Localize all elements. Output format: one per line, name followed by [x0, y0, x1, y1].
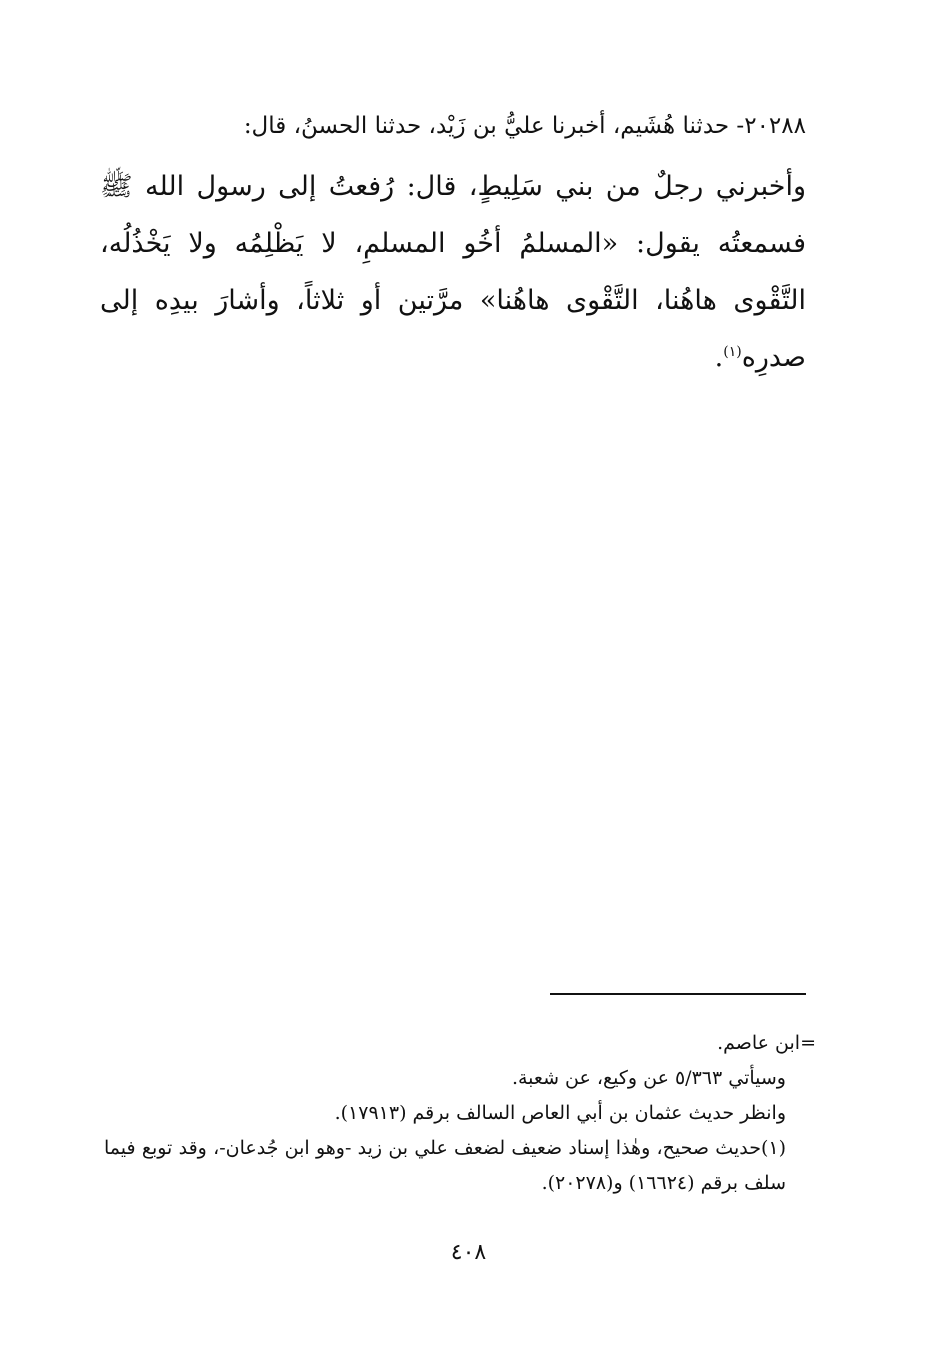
- footnote-line: وسيأتي ٥/٣٦٣ عن وكيع، عن شعبة.: [511, 1067, 786, 1089]
- hadith-body-text: وأخبرني رجلٌ من بني سَلِيطٍ، قال: رُفعتُ إلى رسول الله ﷺ فسمعتُه يقول: «المسلمُ أخُو المسلمِ، لا يَظْلِمُه ولا يَخْذُلُه، التَّقْوى هاهُنا، التَّقْوى هاهُنا» مرَّتين أو ثلاثاً، وأشارَ بيدِه إلى صدرِه: [100, 171, 806, 373]
- hadith-heading: ٢٠٢٨٨- حدثنا هُشَيم، أخبرنا عليُّ بن زَيْد، حدثنا الحسنُ، قال:: [243, 113, 806, 139]
- footnote-1: (١)حديث صحيح، وهٰذا إسناد ضعيف لضعف علي بن زيد -وهو ابن جُدعان-، وقد توبع فيما سلف برقم (١٦٦٢٤) و(٢٠٢٧٨).: [104, 1137, 786, 1194]
- hadith-text: [100, 106, 806, 386]
- footnote-continuation: =ابن عاصم.: [717, 1032, 816, 1054]
- hadith-body-end: .: [714, 342, 724, 373]
- page-number: ٤٠٨: [450, 1240, 487, 1265]
- footnote-divider: [550, 993, 806, 995]
- hadith-body: [100, 158, 806, 386]
- footnote-line: وانظر حديث عثمان بن أبي العاص السالف برقم (١٧٩١٣).: [334, 1102, 786, 1124]
- footnotes: [104, 1026, 816, 1201]
- footnote-marker[interactable]: (١): [723, 344, 742, 360]
